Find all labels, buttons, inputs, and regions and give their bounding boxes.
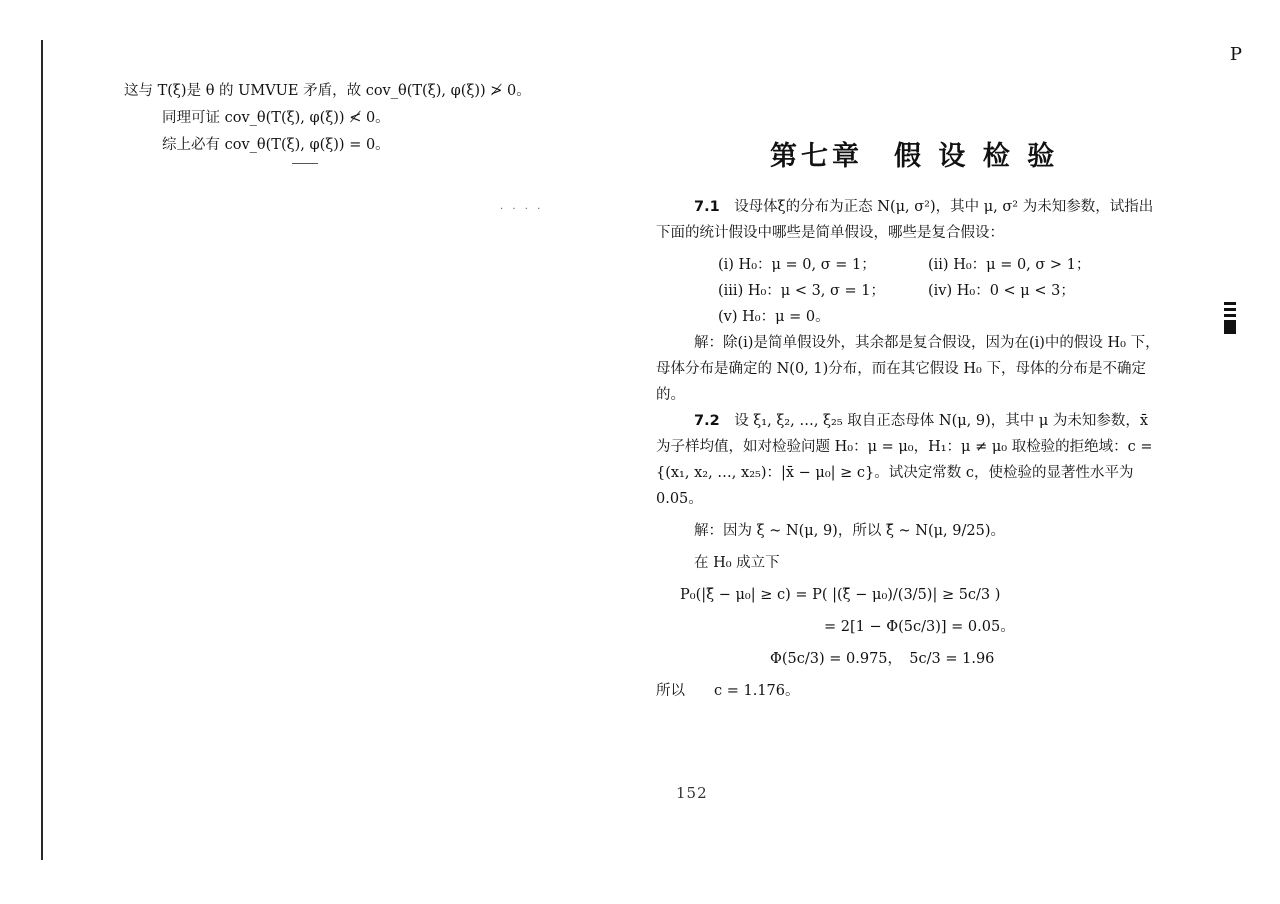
- left-line-1: 这与 T(ξ)是 θ 的 UMVUE 矛盾，故 cov_θ(T(ξ), φ(ξ)) ≯ 0。: [124, 83, 531, 99]
- equation-1: P₀(|ξ̄ − μ₀| ≥ c) = P( |(ξ̄ − μ₀)/(3/5)| ≥ 5c/3 ): [680, 587, 1001, 603]
- hypothesis-item: (v) H₀：μ = 0。: [718, 309, 830, 325]
- hypothesis-item: (iii) H₀：μ < 3, σ = 1；: [718, 283, 886, 299]
- hypothesis-row: [656, 304, 1164, 330]
- conclusion-line: 所以 c = 1.176。: [656, 683, 800, 699]
- left-line-2: 同理可证 cov_θ(T(ξ), φ(ξ)) ≮ 0。: [162, 110, 390, 126]
- left-page-text: [124, 78, 594, 164]
- hypothesis-row: [656, 252, 1164, 278]
- hypothesis-row: [656, 278, 1164, 304]
- equation-3: Φ(5c/3) = 0.975， 5c/3 = 1.96: [770, 651, 995, 667]
- page-number: 152: [676, 784, 708, 802]
- chapter-title: 第七章 假 设 检 验: [770, 141, 1059, 172]
- hypothesis-item: (iv) H₀：0 < μ < 3；: [928, 283, 1075, 299]
- problem-7-2-statement: 7.2 设 ξ₁, ξ₂, …, ξ₂₅ 取自正态母体 N(μ, 9)，其中 μ 为未知参数，x̄ 为子样均值，如对检验问题 H₀：μ = μ₀，H₁：μ ≠ μ₀ 取检验的拒绝域：c = {(x₁, x₂, …, x₂₅)：|x̄ − μ₀| ≥ c}。试决定常数 c，使检验的显著性水平为 0.05。: [656, 413, 1153, 507]
- problem-7-1-solution: 解：除(i)是简单假设外，其余都是复合假设，因为在(i)中的假设 H₀ 下，母体分布是确定的 N(0, 1)分布，而在其它假设 H₀ 下，母体的分布是不确定的。: [656, 335, 1160, 403]
- right-page-text: [656, 194, 1164, 704]
- problem-number: 7.1: [694, 199, 720, 215]
- left-line-3: 综上必有 cov_θ(T(ξ), φ(ξ)) = 0。: [162, 137, 390, 153]
- underline-mark: [292, 163, 318, 164]
- under-h0-line: 在 H₀ 成立下: [694, 555, 780, 571]
- hypothesis-item: (i) H₀：μ = 0, σ = 1；: [718, 257, 876, 273]
- problem-number: 7.2: [694, 413, 720, 429]
- scan-specks: · · · ·: [500, 204, 544, 215]
- equation-2: = 2[1 − Φ(5c/3)] = 0.05。: [824, 619, 1015, 635]
- chapter-side-tab: [1224, 302, 1236, 334]
- page-gutter-line: [41, 40, 43, 860]
- corner-mark: P: [1229, 44, 1242, 65]
- problem-7-2-solution-intro: 解：因为 ξ ~ N(μ, 9)，所以 ξ̄ ~ N(μ, 9/25)。: [694, 523, 1005, 539]
- problem-7-1-statement: 7.1 设母体ξ的分布为正态 N(μ, σ²)，其中 μ, σ² 为未知参数，试指出下面的统计假设中哪些是简单假设，哪些是复合假设：: [656, 199, 1154, 241]
- hypothesis-item: (ii) H₀：μ = 0, σ > 1；: [928, 257, 1091, 273]
